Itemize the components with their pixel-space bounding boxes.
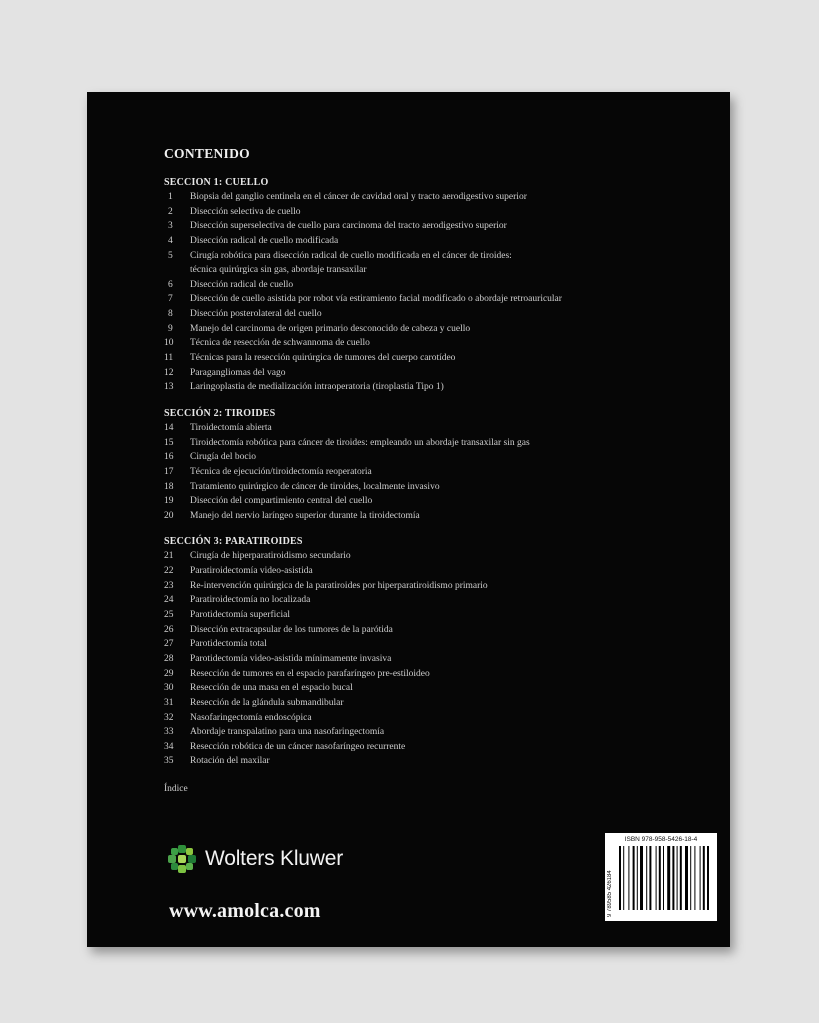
toc-entry xyxy=(164,322,724,337)
chapter-number: 19 xyxy=(164,496,174,507)
chapter-title: Parotidectomía total xyxy=(190,639,267,650)
barcode-bar xyxy=(694,846,695,910)
chapter-title: Resección de tumores en el espacio parafaríngeo pre-estiloideo xyxy=(190,668,430,679)
chapter-title: Parotidectomía superficial xyxy=(190,610,290,621)
toc-sections xyxy=(164,177,724,769)
toc-entry xyxy=(164,494,724,509)
barcode-bar xyxy=(663,846,664,910)
toc-entry xyxy=(164,754,724,769)
wolters-kluwer-logo-icon xyxy=(167,844,197,874)
chapter-title: Manejo del carcinoma de origen primario desconocido de cabeza y cuello xyxy=(190,323,471,334)
chapter-title: Disección de cuello asistida por robot vía estiramiento facial modificado o abordaje retroauricular xyxy=(190,294,562,305)
barcode-bar xyxy=(633,846,635,910)
chapter-number: 7 xyxy=(168,294,173,305)
toc-entry xyxy=(164,637,724,652)
chapter-title: Cirugía del bocio xyxy=(190,452,256,463)
chapter-title: Disección del compartimiento central del cuello xyxy=(190,496,373,507)
chapter-number: 16 xyxy=(164,452,174,463)
toc-entry xyxy=(164,549,724,564)
section-title: SECCIÓN 2: TIROIDES xyxy=(164,407,276,419)
website-url[interactable]: www.amolca.com xyxy=(169,900,321,922)
chapter-title: Rotación del maxilar xyxy=(190,756,270,767)
chapter-number: 32 xyxy=(164,712,174,723)
toc-entry xyxy=(164,564,724,579)
chapter-title: Re-intervención quirúrgica de la paratiroides por hiperparatiroidismo primario xyxy=(190,580,488,591)
toc-entry xyxy=(164,421,724,436)
index-entry: Índice xyxy=(164,784,188,795)
toc-entry xyxy=(164,608,724,623)
chapter-title: Disección superselectiva de cuello para carcinoma del tracto aerodigestivo superior xyxy=(190,221,507,232)
toc-entry xyxy=(164,711,724,726)
chapter-number: 28 xyxy=(164,653,174,664)
isbn-label: ISBN 978-958-5426-18-4 xyxy=(624,836,698,843)
toc-entry xyxy=(164,579,724,594)
chapter-number: 31 xyxy=(164,697,174,708)
chapter-number: 22 xyxy=(164,566,174,577)
toc-entry xyxy=(164,740,724,755)
chapter-number: 23 xyxy=(164,580,174,591)
chapter-number: 18 xyxy=(164,481,174,492)
barcode-bar xyxy=(685,846,688,910)
chapter-number: 2 xyxy=(168,206,173,217)
toc-entry xyxy=(164,351,724,366)
toc-entry xyxy=(164,190,724,205)
chapter-title: Biopsia del ganglio centinela en el cáncer de cavidad oral y tracto aerodigestivo superior xyxy=(190,192,527,202)
toc-entry xyxy=(164,480,724,495)
chapter-number: 1 xyxy=(168,192,173,202)
chapter-number: 17 xyxy=(164,466,174,477)
barcode-bar xyxy=(690,846,691,910)
section-title: SECCION 1: CUELLO xyxy=(164,177,269,188)
toc-entry xyxy=(164,667,724,682)
toc-entry xyxy=(164,366,724,381)
barcode-bar xyxy=(707,846,709,910)
toc-entry xyxy=(164,219,724,234)
chapter-title: Resección de la glándula submandibular xyxy=(190,697,344,708)
chapter-title: Abordaje transpalatino para una nasofaringectomía xyxy=(190,727,385,738)
chapter-title: Cirugía de hiperparatiroidismo secundario xyxy=(190,551,351,562)
chapter-number: 8 xyxy=(168,309,173,320)
barcode-bar xyxy=(700,846,701,910)
barcode-bar xyxy=(677,846,678,910)
chapter-number: 35 xyxy=(164,756,174,767)
barcode-bar xyxy=(646,846,647,910)
barcode-icon xyxy=(611,846,713,918)
chapter-title: Disección extracapsular de los tumores de la parótida xyxy=(190,624,393,635)
chapter-number: 11 xyxy=(164,353,174,364)
barcode-bar xyxy=(623,846,624,910)
toc-entry xyxy=(164,696,724,711)
chapter-number: 10 xyxy=(164,338,174,349)
barcode-bar xyxy=(649,846,651,910)
toc-entry xyxy=(164,307,724,322)
chapter-title: Disección selectiva de cuello xyxy=(190,206,301,217)
toc-entry xyxy=(164,681,724,696)
toc-entry xyxy=(164,509,724,524)
chapter-number: 21 xyxy=(164,551,174,562)
chapter-number: 33 xyxy=(164,727,174,738)
barcode-bar xyxy=(680,846,682,910)
barcode-bar xyxy=(619,846,621,910)
chapter-number: 30 xyxy=(164,683,174,694)
toc-entry xyxy=(164,380,724,395)
chapter-title: Paratiroidectomía no localizada xyxy=(190,595,311,606)
chapter-title: Disección radical de cuello xyxy=(190,279,294,290)
chapter-number: 25 xyxy=(164,610,174,621)
toc-entry xyxy=(164,465,724,480)
chapter-title: Técnicas para la resección quirúrgica de tumores del cuerpo carotídeo xyxy=(190,353,456,364)
chapter-title: Tiroidectomía robótica para cáncer de tiroides: empleando un abordaje transaxilar sin gas xyxy=(190,437,530,448)
chapter-number: 14 xyxy=(164,422,174,433)
chapter-title: Paratiroidectomía video-asistida xyxy=(190,566,313,577)
barcode-bar xyxy=(672,846,674,910)
barcode-bar xyxy=(628,846,629,910)
toc-entry xyxy=(164,249,724,264)
chapter-number: 26 xyxy=(164,624,174,635)
chapter-title: Manejo del nervio laríngeo superior durante la tiroidectomía xyxy=(190,510,420,521)
toc-section xyxy=(164,536,724,769)
toc-section xyxy=(164,177,724,395)
isbn-barcode xyxy=(605,833,717,921)
publisher-brand xyxy=(167,844,343,874)
table-of-contents xyxy=(164,146,724,796)
barcode-bar xyxy=(703,846,705,910)
chapter-title: Disección radical de cuello modificada xyxy=(190,235,339,246)
barcode-bar xyxy=(637,846,638,910)
chapter-number: 13 xyxy=(164,382,174,393)
chapter-number: 24 xyxy=(164,595,174,606)
toc-entry xyxy=(164,725,724,740)
book-back-cover xyxy=(87,92,730,947)
chapter-title: Técnica de resección de schwannoma de cuello xyxy=(190,338,370,349)
chapter-title: Técnica de ejecución/tiroidectomía reoperatoria xyxy=(190,466,372,477)
chapter-number: 4 xyxy=(168,235,173,246)
toc-entry xyxy=(164,278,724,293)
chapter-title: Parotidectomía video-asistida mínimamente invasiva xyxy=(190,653,392,664)
chapter-title: Paragangliomas del vago xyxy=(190,367,286,378)
chapter-title: Tiroidectomía abierta xyxy=(190,422,272,433)
chapter-title: Resección de una masa en el espacio bucal xyxy=(190,683,353,694)
publisher-name: Wolters Kluwer xyxy=(205,847,344,870)
toc-entry xyxy=(164,593,724,608)
barcode-bar xyxy=(667,846,670,910)
toc-entry xyxy=(164,450,724,465)
chapter-title: Nasofaringectomía endoscópica xyxy=(190,712,312,723)
chapter-title: Cirugía robótica para disección radical de cuello modificada en el cáncer de tiroides: xyxy=(190,250,512,261)
chapter-title-continuation: técnica quirúrgica sin gas, abordaje transaxilar xyxy=(190,265,367,276)
toc-entry xyxy=(164,234,724,249)
chapter-number: 3 xyxy=(168,221,173,232)
chapter-number: 34 xyxy=(164,741,174,752)
chapter-title: Laringoplastia de medialización intraoperatoria (tiroplastia Tipo 1) xyxy=(190,382,444,393)
toc-entry xyxy=(164,623,724,638)
toc-section xyxy=(164,408,724,523)
toc-entry xyxy=(164,292,724,307)
barcode-bar xyxy=(640,846,643,910)
toc-entry xyxy=(164,652,724,667)
chapter-number: 6 xyxy=(168,279,173,290)
chapter-number: 15 xyxy=(164,437,174,448)
section-title: SECCIÓN 3: PARATIROIDES xyxy=(164,536,303,548)
chapter-number: 27 xyxy=(164,639,174,650)
chapter-title: Tratamiento quirúrgico de cáncer de tiroides, localmente invasivo xyxy=(190,481,440,492)
chapter-title: Disección posterolateral del cuello xyxy=(190,309,322,320)
barcode-bar xyxy=(659,846,661,910)
toc-entry xyxy=(164,436,724,451)
toc-entry xyxy=(164,205,724,220)
chapter-number: 12 xyxy=(164,367,174,378)
barcode-digits: 9 789585 426184 xyxy=(607,870,613,917)
toc-entry xyxy=(164,336,724,351)
chapter-number: 20 xyxy=(164,510,174,521)
chapter-number: 29 xyxy=(164,668,174,679)
toc-heading: CONTENIDO xyxy=(164,146,250,161)
barcode-bar xyxy=(656,846,657,910)
chapter-number: 5 xyxy=(168,250,173,261)
chapter-number: 9 xyxy=(168,323,173,334)
chapter-title: Resección robótica de un cáncer nasofaríngeo recurrente xyxy=(190,741,406,752)
